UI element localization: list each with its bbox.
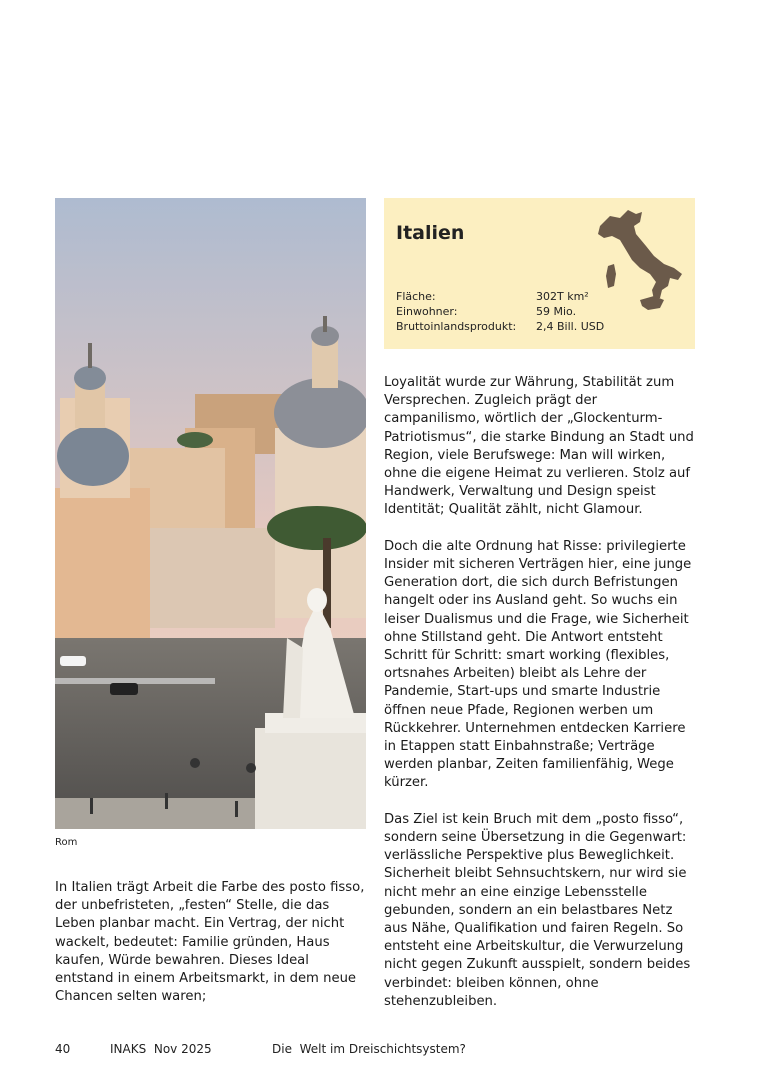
left-column-text <box>55 879 367 1006</box>
factbox-title: Italien <box>396 222 465 244</box>
right-column-text <box>384 374 696 1011</box>
body-paragraph: Das Ziel ist kein Bruch mit dem „posto fisso“, sondern seine Übersetzung in die Gegenwart: verlässliche Perspektive plus Beweglichkeit. Sicherheit bleibt Sehnsuchtskern, nur wird sie nicht mehr an eine einzige Lebensstelle gebunden, sondern an ein belastbares Netz aus Nähe, Qualifikation und fairen Regeln. So entsteht eine Arbeitskultur, die Verwurzelung nicht gegen Zukunft ausspielt, sondern beides verbindet: bleiben können, ohne stehenzubleiben. <box>384 811 691 1009</box>
fact-value: 2,4 Bill. USD <box>536 320 605 333</box>
fact-value: 59 Mio. <box>536 305 577 318</box>
country-factbox <box>384 198 695 349</box>
body-paragraph: In Italien trägt Arbeit die Farbe des posto fisso, der unbefristeten, „festen“ Stelle, die das Leben planbar macht. Ein Vertrag, der nicht wackelt, bedeutet: Familie gründen, Haus kaufen, Würde bewahren. Dieses Ideal entstand in einem Arbeitsmarkt, in dem neue Chancen selten waren; <box>55 880 365 1005</box>
italy-map-icon <box>590 204 686 316</box>
body-paragraph: Loyalität wurde zur Währung, Stabilität zum Versprechen. Zugleich prägt der campanilismo, wörtlich der „Glockenturm-Patriotismus“, die starke Bindung an Stadt und Region, viele Berufswege: Man will wirken, ohne die eigene Heimat zu verlieren. Stolz auf Handwerk, Verwaltung und Design speist Identität; Qualität zählt, nicht Glamour. <box>384 375 694 518</box>
photo-caption: Rom <box>55 837 78 848</box>
fact-label: Bruttoinlandsprodukt: <box>396 320 517 333</box>
rome-photo <box>55 198 366 829</box>
publication-info: INAKS Nov 2025 <box>110 1042 212 1056</box>
page-number: 40 <box>55 1042 71 1056</box>
section-title: Die Welt im Dreischichtsystem? <box>272 1042 466 1056</box>
fact-label: Einwohner: <box>396 305 458 318</box>
fact-label: Fläche: <box>396 290 436 303</box>
fact-value: 302T km² <box>536 290 589 303</box>
body-paragraph: Doch die alte Ordnung hat Risse: privilegierte Insider mit sicheren Verträgen hier, eine junge Generation dort, die sich durch Befristungen hangelt oder ins Ausland geht. So wuchs ein leiser Dualismus und die Frage, wie Sicherheit ohne Stillstand geht. Die Antwort entsteht Schritt für Schritt: smart working (flexibles, ortsnahes Arbeiten) bleibt als Lehre der Pandemie, Start-ups und smarte Industrie öffnen neue Pfade, Regionen werben um Rückkehrer. Unternehmen entdecken Karriere in Etappen statt Einbahnstraße; Verträge werden planbar, Zeiten familienfähig, Wege kürzer. <box>384 538 692 791</box>
